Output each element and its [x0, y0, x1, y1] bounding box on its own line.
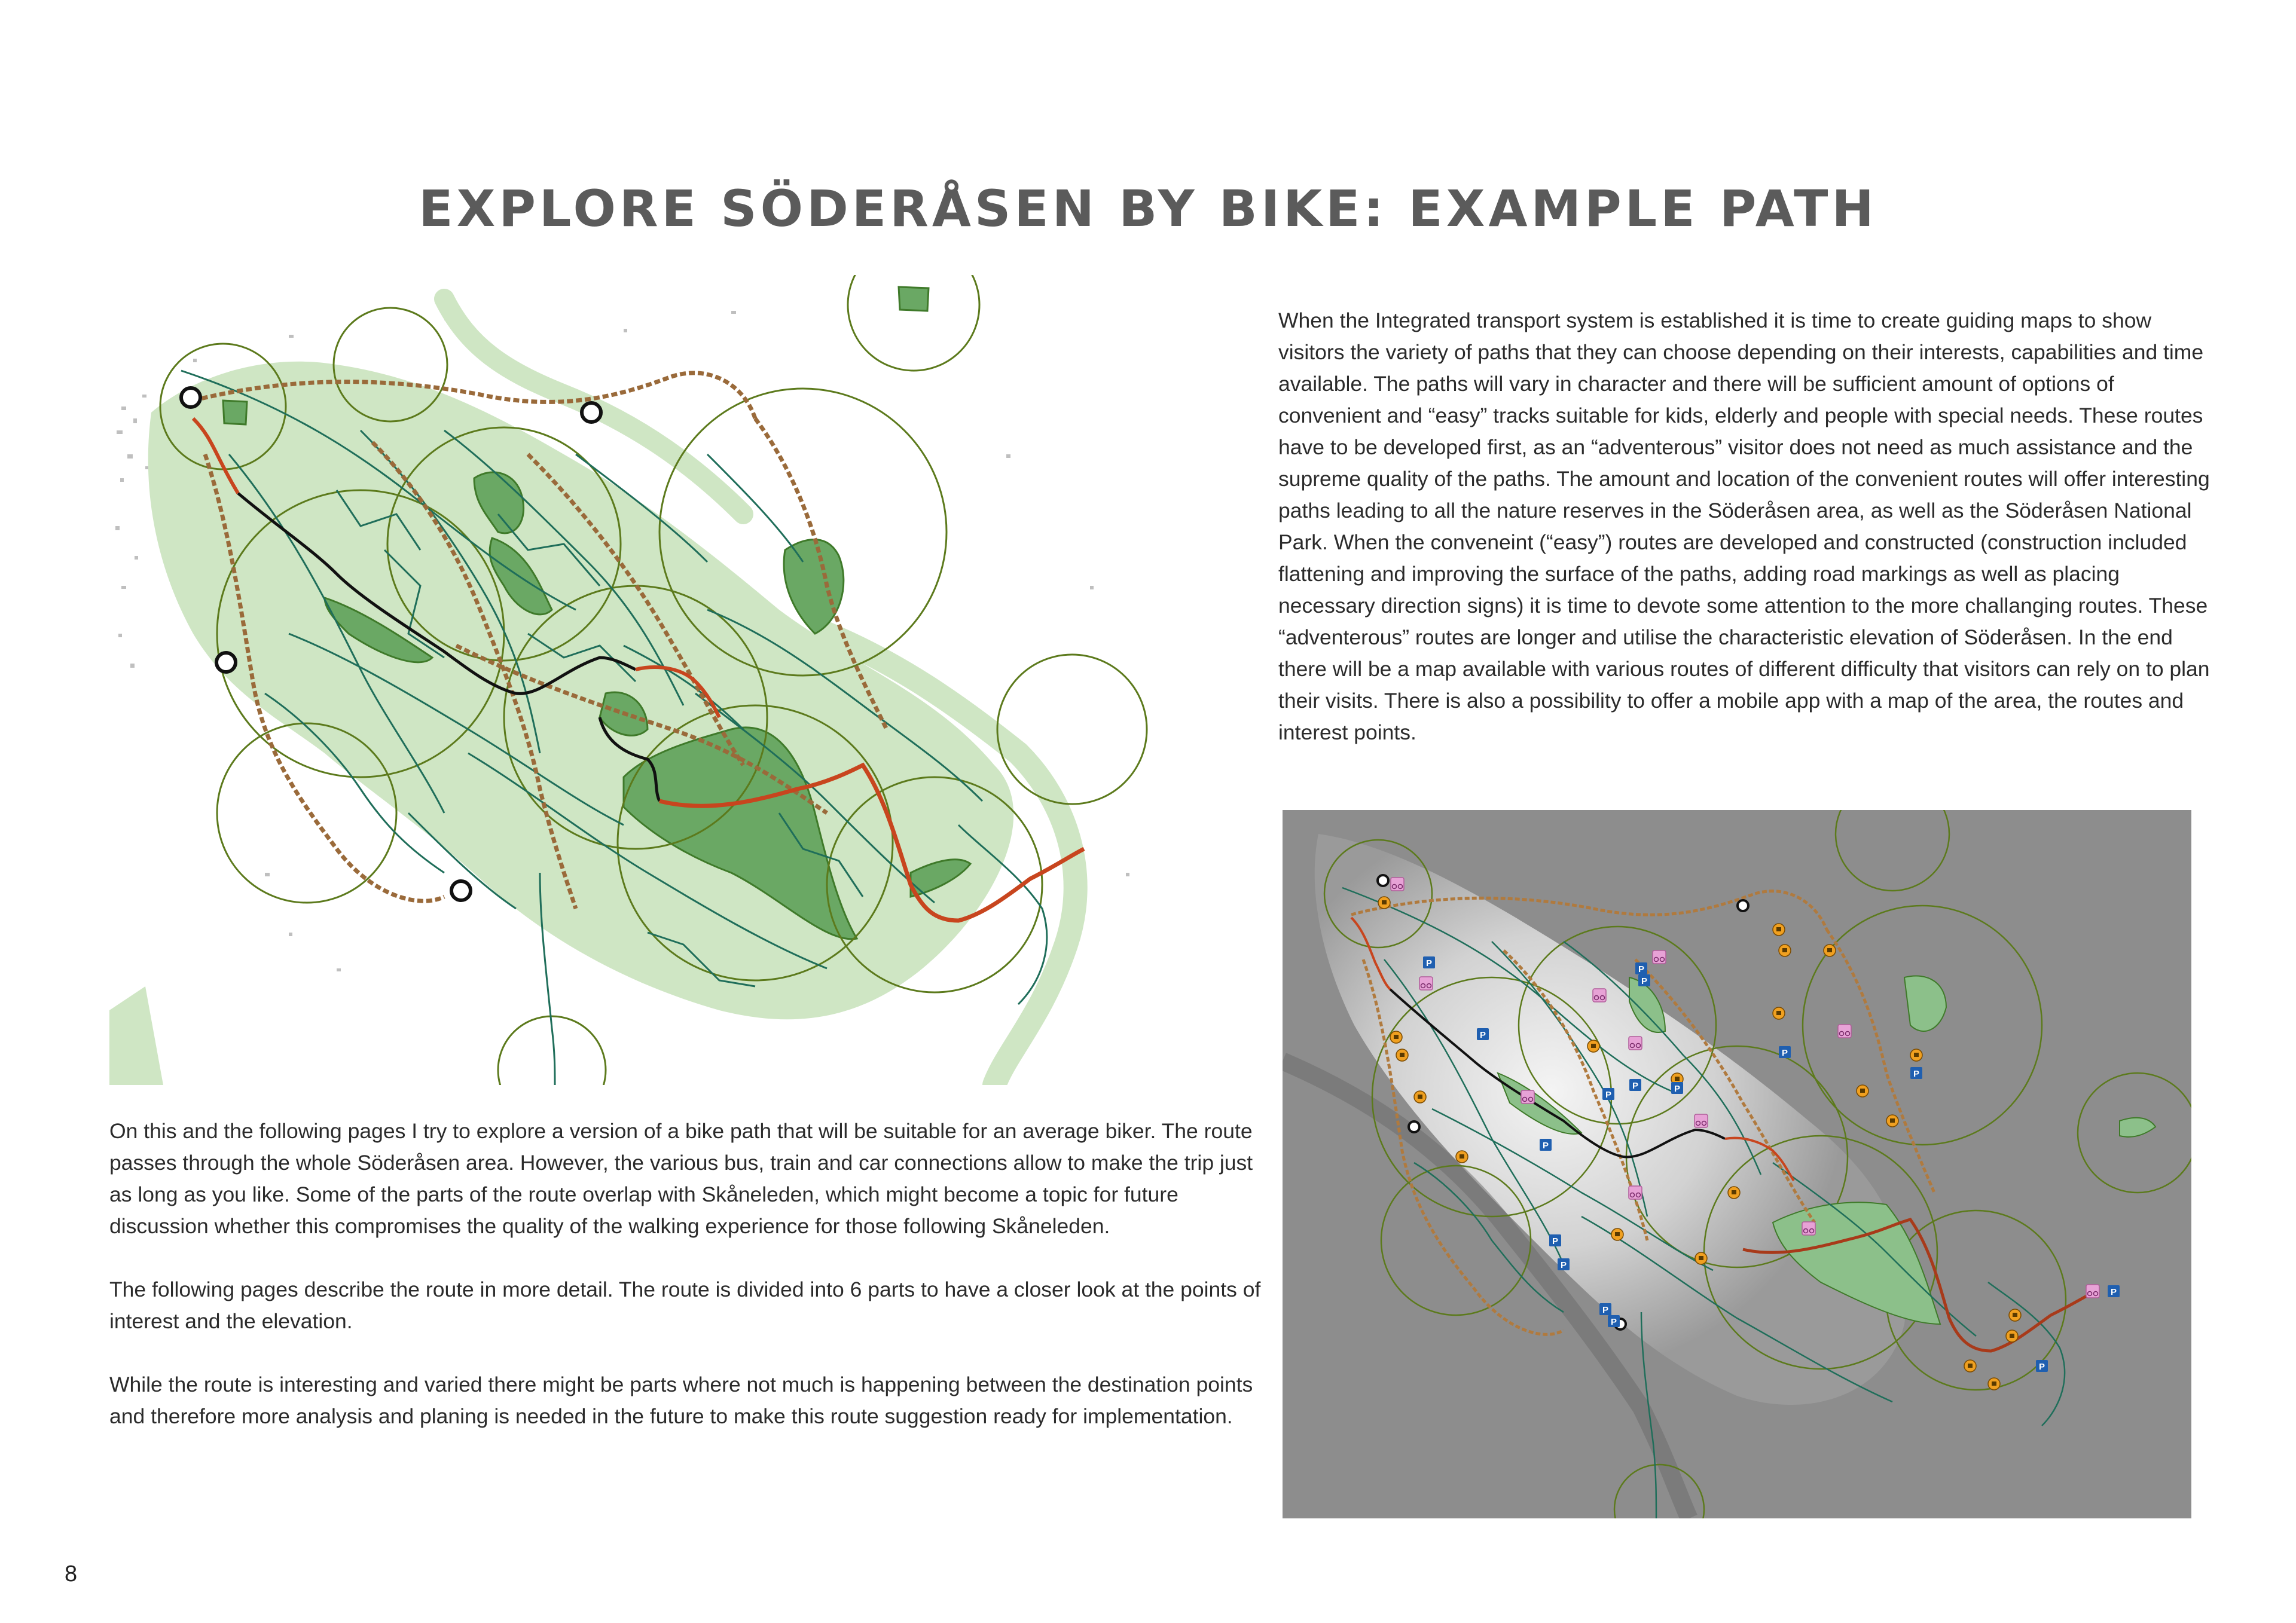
- bike-icon: [1419, 977, 1433, 990]
- parking-label: P: [1913, 1069, 1920, 1079]
- parking-label: P: [1560, 1260, 1567, 1270]
- parking-label: P: [1602, 1305, 1609, 1315]
- page-number: 8: [65, 1561, 78, 1587]
- lower-text-block: [109, 1115, 1263, 1432]
- parking-icon: [1477, 1028, 1489, 1040]
- bus-stop-icon: [1773, 924, 1785, 936]
- bike-icon: [1629, 1186, 1642, 1199]
- bus-stop-icon: [2009, 1309, 2021, 1321]
- bike-icon: [1802, 1222, 1815, 1235]
- bike-icon: [1694, 1114, 1708, 1127]
- bus-stop-icon: [1857, 1085, 1868, 1097]
- bus-stop-icon: [1773, 1007, 1785, 1019]
- parking-label: P: [1638, 964, 1645, 974]
- bike-icon: [1629, 1037, 1642, 1050]
- intro-paragraph-text: When the Integrated transport system is established it is time to create guiding maps to show visitors the variety of paths that they can choose depending on their interests, capabilities and time available. The paths will vary in character and there will be sufficient amount of options of convenient and “easy” tracks suitable for kids, elderly and people with special needs. These routes have to be developed first, as an “adventerous” visitor does not need as much assistance and the supreme quality of the paths. The amount and location of the convenient routes will offer interesting paths leading to all the nature reserves in the Söderåsen area, as well as the Söderåsen National Park. When the conveneint (“easy”) routes are developed and constructed (construction included flattening and improving the surface of the paths, adding road markings as well as placing necessary direction signs) it is time to devote some attention to the more challanging routes. These “adventerous” routes are longer and utilise the characteristic elevation of Söderåsen. In the end there will be a map available with various routes of different difficulty that visitors can rely on to plan their visits. There is also a possibility to offer a mobile app with a map of the area, the routes and interest points.: [1278, 308, 2210, 744]
- parking-icon: [1602, 1088, 1614, 1100]
- parking-icon: [2108, 1285, 2120, 1297]
- parking-label: P: [1605, 1090, 1612, 1100]
- coast-strip: [109, 986, 163, 1085]
- parking-label: P: [1425, 958, 1433, 968]
- bus-stop-icon: [1396, 1049, 1408, 1061]
- bus-stop-icon: [1886, 1115, 1898, 1127]
- parking-icon: [1910, 1067, 1922, 1079]
- elevation-map: [1283, 810, 2191, 1518]
- parking-icon: [1423, 956, 1435, 968]
- parking-label: P: [1479, 1030, 1486, 1040]
- train-station-icon: [181, 388, 200, 407]
- bus-stop-icon: [1587, 1040, 1599, 1052]
- route-map-graphic: [109, 275, 1180, 1085]
- bus-stop-icon: [1910, 1049, 1922, 1061]
- parking-label: P: [1542, 1141, 1549, 1151]
- parking-label: P: [1781, 1048, 1788, 1058]
- train-station-icon: [451, 881, 471, 900]
- soderasen-area: [148, 362, 1013, 1019]
- route-map: [109, 275, 1180, 1085]
- bus-stop-icon: [1779, 945, 1791, 956]
- parking-icon: [1558, 1258, 1570, 1270]
- parking-icon: [1671, 1082, 1683, 1094]
- parking-label: P: [1674, 1084, 1681, 1094]
- parking-label: P: [2038, 1362, 2045, 1372]
- parking-label: P: [2110, 1287, 2117, 1297]
- bus-stop-icon: [1988, 1378, 2000, 1390]
- bus-stop-icon: [1456, 1151, 1468, 1163]
- bike-icon: [1521, 1090, 1534, 1104]
- bus-stop-icon: [1695, 1252, 1707, 1264]
- bike-icon: [1391, 878, 1404, 891]
- bus-stop-icon: [1611, 1228, 1623, 1240]
- parking-icon: [2036, 1360, 2048, 1372]
- parking-label: P: [1610, 1317, 1617, 1327]
- bus-stop-icon: [1414, 1091, 1426, 1103]
- parking-icon: [1779, 1046, 1791, 1058]
- parking-icon: [1638, 974, 1650, 986]
- bike-icon: [1593, 989, 1606, 1002]
- bus-stop-icon: [1728, 1187, 1740, 1199]
- parking-icon: [1549, 1234, 1561, 1246]
- train-station-icon: [1409, 1121, 1419, 1132]
- intro-paragraph: [1278, 305, 2211, 748]
- parking-label: P: [1552, 1236, 1559, 1246]
- elevation-map-graphic: [1283, 810, 2191, 1518]
- train-station-icon: [582, 403, 601, 422]
- page-title: EXPLORE SÖDERÅSEN BY BIKE: EXAMPLE PATH: [419, 179, 1877, 238]
- lower-paragraph-2: The following pages describe the route in more detail. The route is divided into 6 parts to have a closer look at the points of interest and the elevation.: [109, 1277, 1261, 1333]
- parking-icon: [1635, 962, 1647, 974]
- bus-stop-icon: [1390, 1031, 1402, 1043]
- lower-paragraph-1: On this and the following pages I try to explore a version of a bike path that will be suitable for an average biker. The route passes through the whole Söderåsen area. However, the various bus, train and car connections allow to make the trip just as long as you like. Some of the parts of the route overlap with Skåneleden, which might become a topic for future discussion whether this compromises the quality of the walking experience for those following Skåneleden.: [109, 1119, 1253, 1238]
- parking-icon: [1599, 1303, 1611, 1315]
- train-station-icon: [1378, 875, 1388, 886]
- parking-label: P: [1632, 1081, 1639, 1091]
- bus-stop-icon: [2006, 1330, 2018, 1342]
- parking-icon: [1608, 1315, 1620, 1327]
- lower-paragraph-3: While the route is interesting and varied there might be parts where not much is happening between the destination points and therefore more analysis and planing is needed in the future to make this route suggestion ready for implementation.: [109, 1373, 1253, 1428]
- train-station-icon: [1738, 900, 1748, 911]
- train-station-icon: [216, 653, 236, 672]
- bus-stop-icon: [1824, 945, 1836, 956]
- bike-icon: [1838, 1025, 1851, 1038]
- bike-icon: [1653, 950, 1666, 964]
- bike-icon: [2086, 1285, 2099, 1298]
- parking-label: P: [1641, 976, 1648, 986]
- parking-icon: [1540, 1139, 1552, 1151]
- bus-stop-icon: [1964, 1360, 1976, 1372]
- bus-stop-icon: [1378, 897, 1390, 909]
- parking-icon: [1629, 1079, 1641, 1091]
